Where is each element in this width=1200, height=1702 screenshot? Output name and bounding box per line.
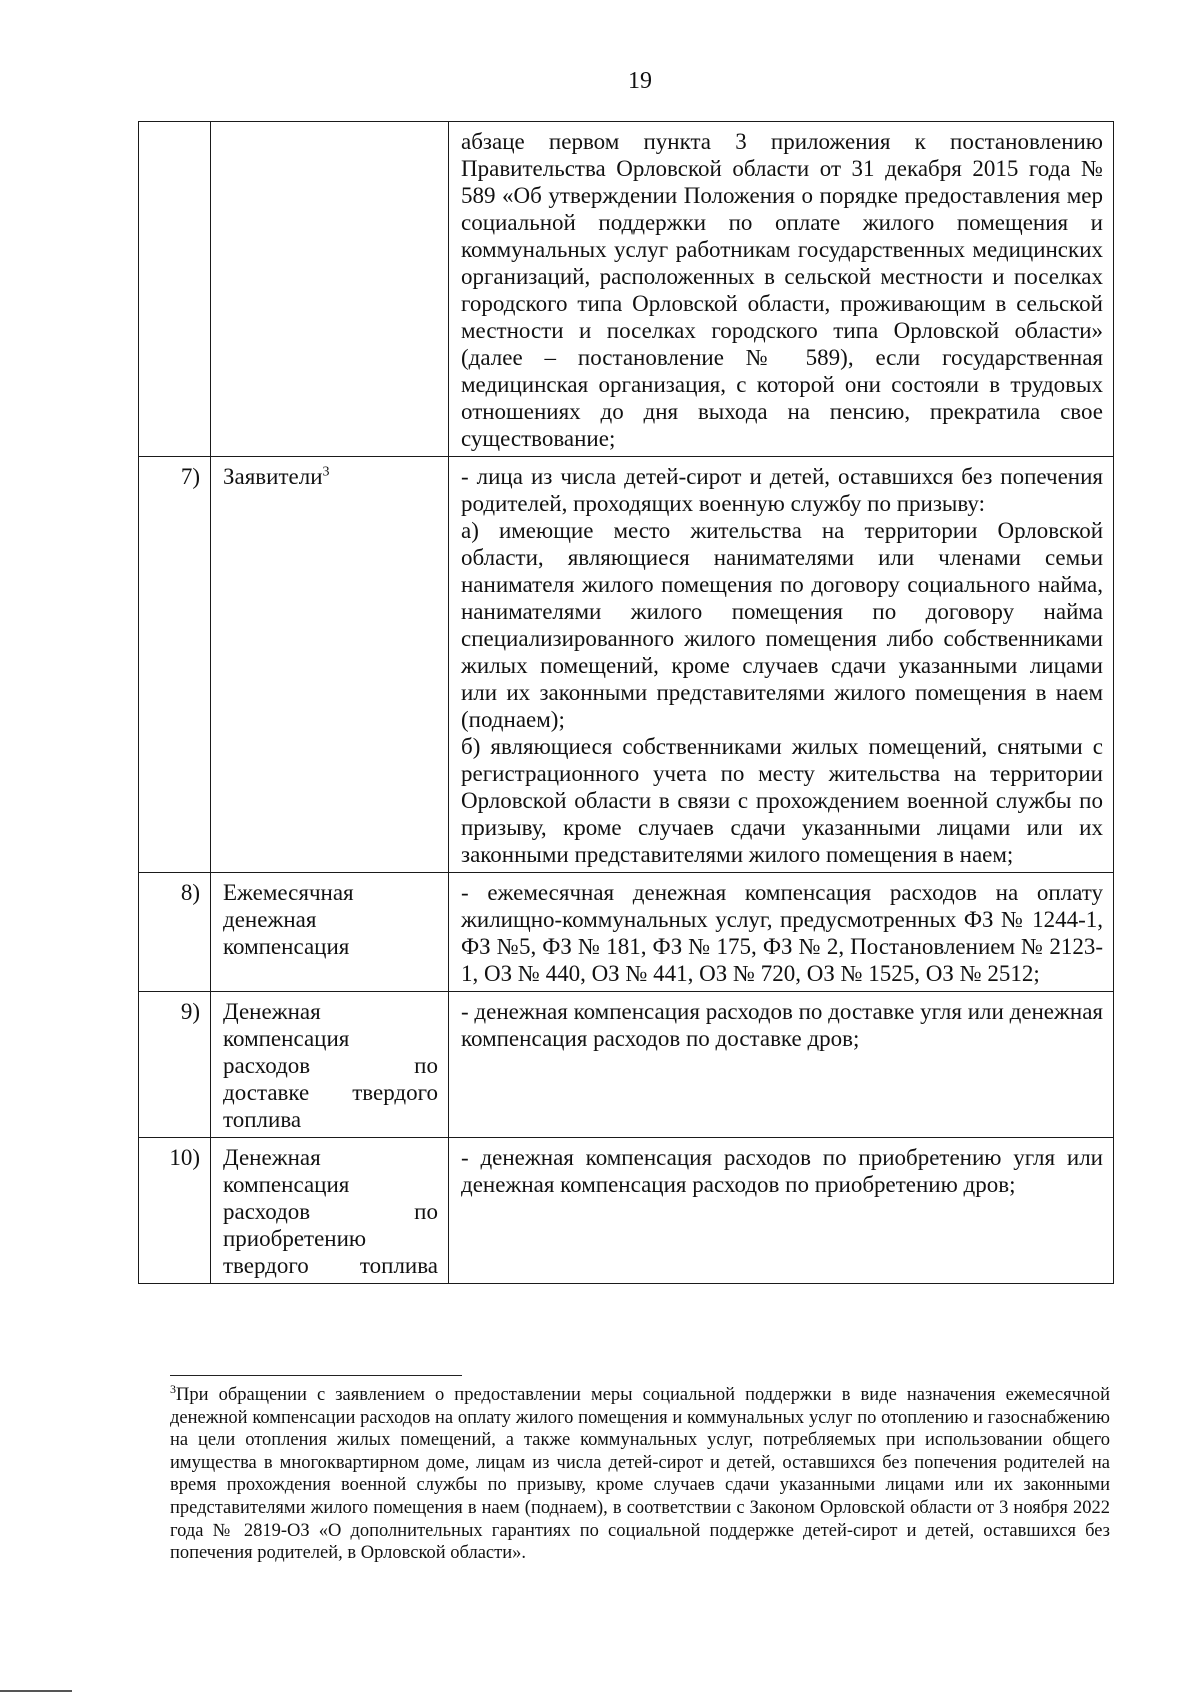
footnote-text: При обращении с заявлением о предоставлении меры социальной поддержки в виде назначения ежемесячной денежной компенсации расходов на оплату жилого помещения и коммунальных услуг по отоплению и газоснабжению на цели отопления жилых помещений, а также коммунальных услуг, потребляемых при использовании общего имущества в многоквартирном доме, лицам из числа детей-сирот и детей, оставшихся без попечения родителей на время прохождения военной службы по призыву, кроме случаев сдачи указанными лицами или их законными представителями жилого помещения в наем (поднаем), в соответствии с Законом Орловской области от 3 ноября 2022 года № 2819-ОЗ «О дополнительных гарантиях по социальной поддержке детей-сирот и детей, оставшихся без попечения родителей, в Орловской области». bbox=[170, 1385, 1110, 1564]
row-name-text: Ежемесячная bbox=[223, 880, 354, 905]
row-name-line bbox=[223, 998, 438, 1025]
row-name-text: компенсация bbox=[223, 1026, 350, 1051]
table-body bbox=[139, 122, 1114, 1284]
row-name-line bbox=[223, 906, 438, 933]
row-name-line bbox=[223, 879, 438, 906]
table-row bbox=[139, 457, 1114, 873]
row-name-text: компенсация bbox=[223, 1172, 350, 1197]
row-name bbox=[211, 873, 449, 992]
row-number: 8) bbox=[139, 873, 211, 992]
row-name-text: Денежная bbox=[223, 1145, 321, 1170]
description-paragraph: б) являющиеся собственниками жилых помещений, снятыми с регистрационного учета по месту жительства на территории Орловской области в связи с прохождением военной службы по призыву, кроме случаев сдачи указанными лицами или их законными представителями жилого помещения в наем; bbox=[461, 734, 1103, 867]
row-name-text: твердого топлива bbox=[223, 1253, 438, 1278]
row-name-line bbox=[223, 1052, 438, 1079]
row-name-text: Денежная bbox=[223, 999, 321, 1024]
row-name-line bbox=[223, 1079, 438, 1106]
row-description bbox=[449, 1138, 1114, 1284]
footnote-separator bbox=[170, 1375, 462, 1376]
row-name-line bbox=[223, 1144, 438, 1171]
row-name-line bbox=[223, 1106, 438, 1133]
description-paragraph: - лица из числа детей-сирот и детей, оставшихся без попечения родителей, проходящих военную службу по призыву: bbox=[461, 464, 1103, 516]
footnote bbox=[170, 1381, 1110, 1565]
row-name-text: приобретению bbox=[223, 1226, 367, 1251]
table-row bbox=[139, 122, 1114, 457]
row-name-text: компенсация bbox=[223, 934, 350, 959]
table-row bbox=[139, 992, 1114, 1138]
row-name-line bbox=[223, 1252, 438, 1279]
row-number: 9) bbox=[139, 992, 211, 1138]
table-row bbox=[139, 1138, 1114, 1284]
row-name bbox=[211, 457, 449, 873]
row-description bbox=[449, 122, 1114, 457]
description-paragraph: а) имеющие место жительства на территории Орловской области, являющиеся нанимателями или членами семьи нанимателя жилого помещения по договору социального найма, нанимателями жилого помещения по договору найма специализированного жилого помещения либо собственниками жилых помещений, кроме случаев сдачи указанными лицами или их законными представителями жилого помещения в наем (поднаем); bbox=[461, 518, 1103, 732]
row-name-text: расходов по bbox=[223, 1199, 438, 1224]
table-row bbox=[139, 873, 1114, 992]
page-number: 19 bbox=[628, 68, 652, 94]
footnote-marker: 3 bbox=[170, 1381, 176, 1396]
row-name-line bbox=[223, 933, 438, 960]
row-name-text: расходов по bbox=[223, 1053, 438, 1078]
row-name-line bbox=[223, 1025, 438, 1052]
row-name bbox=[211, 122, 449, 457]
row-number: 10) bbox=[139, 1138, 211, 1284]
row-name-line bbox=[223, 463, 438, 490]
row-name-text: Заявители bbox=[223, 464, 323, 489]
scan-edge-mark bbox=[0, 1690, 72, 1692]
row-name-line bbox=[223, 1225, 438, 1252]
row-number: 7) bbox=[139, 457, 211, 873]
row-number bbox=[139, 122, 211, 457]
row-name bbox=[211, 1138, 449, 1284]
row-name-text: топлива bbox=[223, 1107, 302, 1132]
description-paragraph: - денежная компенсация расходов по доставке угля или денежная компенсация расходов по доставке дров; bbox=[461, 999, 1103, 1051]
description-paragraph: - ежемесячная денежная компенсация расходов на оплату жилищно-коммунальных услуг, предусмотренных ФЗ № 1244-1, ФЗ №5, ФЗ № 181, ФЗ № 175, ФЗ № 2, Постановлением № 2123-1, ОЗ № 440, ОЗ № 441, ОЗ № 720, ОЗ № 1525, ОЗ № 2512; bbox=[461, 880, 1103, 986]
row-name bbox=[211, 992, 449, 1138]
row-description bbox=[449, 457, 1114, 873]
row-description bbox=[449, 992, 1114, 1138]
footnote-reference: 3 bbox=[322, 464, 330, 480]
row-name-text: денежная bbox=[223, 907, 317, 932]
row-name-line bbox=[223, 1198, 438, 1225]
row-name-line bbox=[223, 1171, 438, 1198]
row-description bbox=[449, 873, 1114, 992]
description-paragraph: абзаце первом пункта 3 приложения к постановлению Правительства Орловской области от 31 декабря 2015 года № 589 «Об утверждении Положения о порядке предоставления мер социальной поддержки по оплате жилого помещения и коммунальных услуг работникам государственных медицинских организаций, расположенных в сельской местности и поселках городского типа Орловской области, проживающим в сельской местности и поселках городского типа Орловской области» (далее – постановление № 589), если государственная медицинская организация, с которой они состояли в трудовых отношениях до дня выхода на пенсию, прекратила свое существование; bbox=[461, 129, 1103, 451]
measures-table bbox=[138, 121, 1114, 1284]
row-name-text: доставке твердого bbox=[223, 1080, 438, 1105]
description-paragraph: - денежная компенсация расходов по приобретению угля или денежная компенсация расходов по приобретению дров; bbox=[461, 1145, 1103, 1197]
